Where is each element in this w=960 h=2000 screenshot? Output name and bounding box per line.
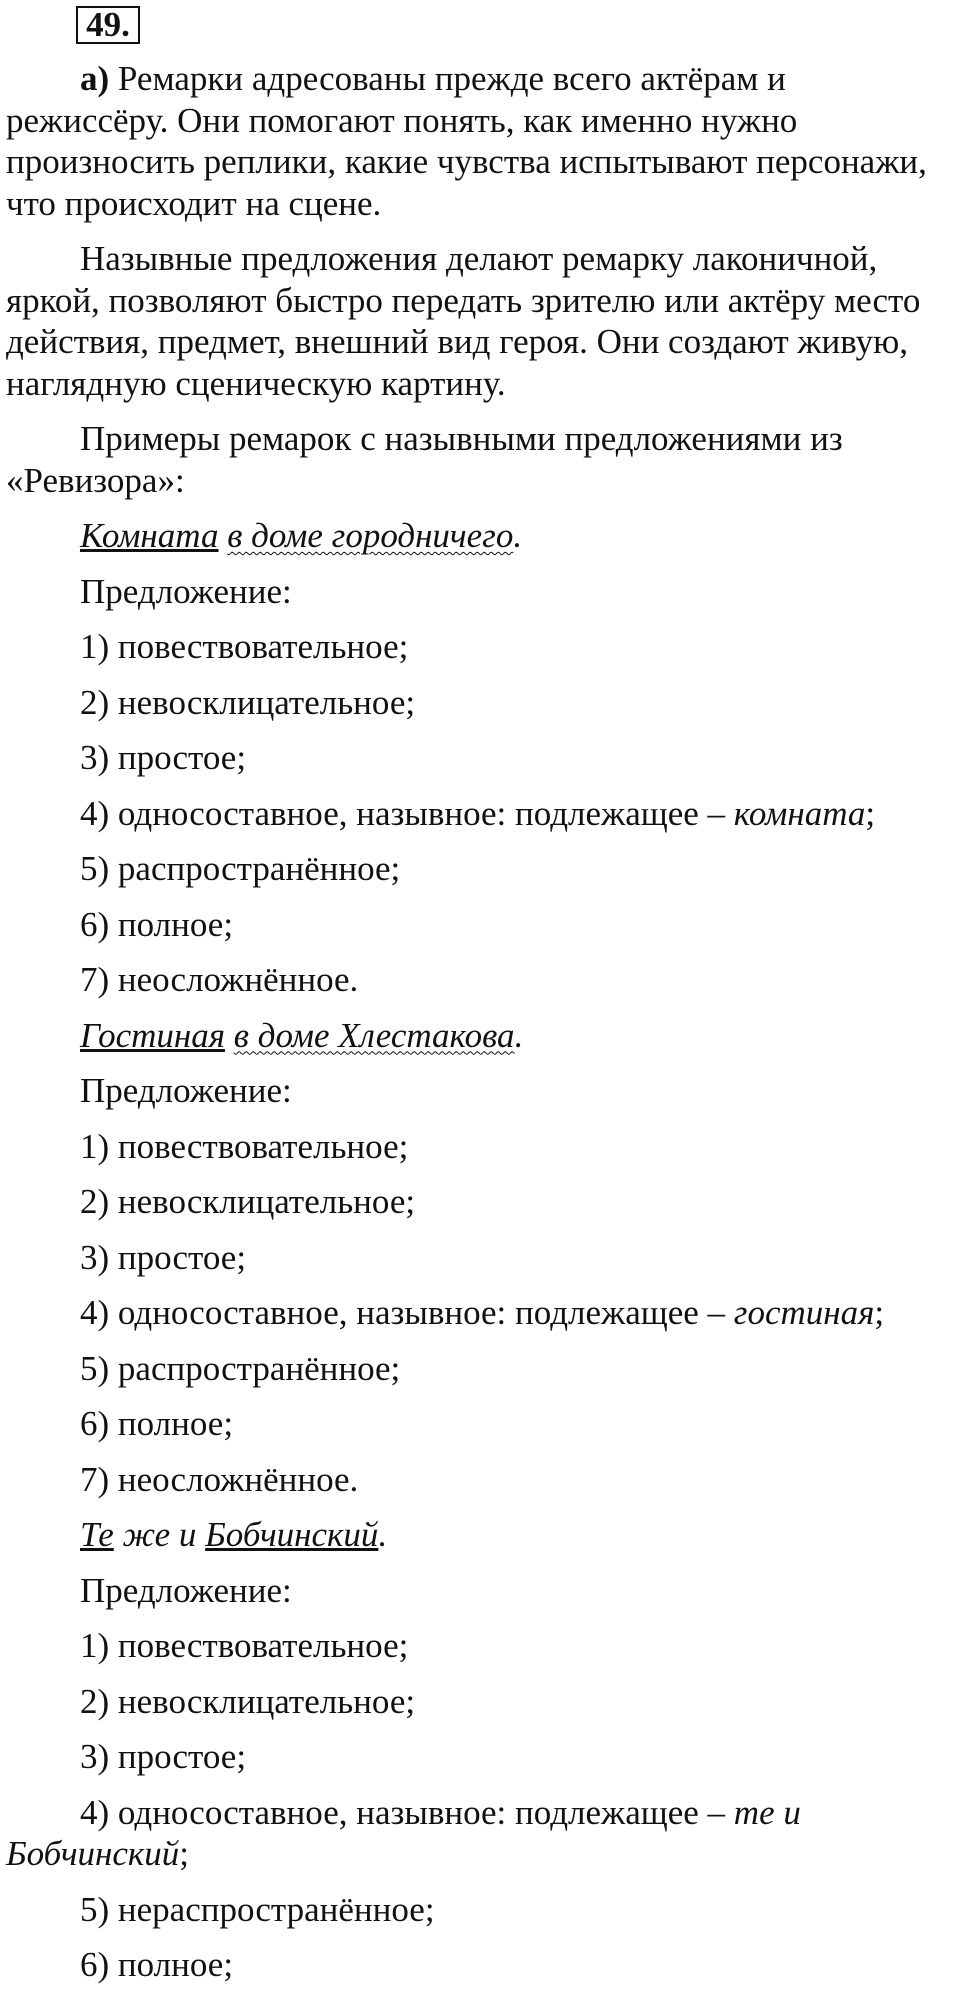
example-2-end: . bbox=[514, 1015, 524, 1055]
example-3-item-4 bbox=[6, 1792, 954, 1875]
example-3-item-2: 2) невосклицательное; bbox=[80, 1681, 416, 1721]
example-3-item-6: 6) полное; bbox=[80, 1945, 234, 1984]
example-1-item-7: 7) неосложнённое. bbox=[80, 960, 359, 999]
example-2-item-7: 7) неосложнённое. bbox=[80, 1459, 359, 1499]
example-3-middle: же и bbox=[113, 1515, 206, 1554]
example-1-item-6: 6) полное; bbox=[80, 904, 234, 944]
example-2-item-4-end: ; bbox=[874, 1293, 885, 1332]
example-3-item-5: 5) нераспространённое; bbox=[80, 1889, 435, 1929]
example-1-item-4-text: 4) односоставное, назывное: подлежащее – bbox=[80, 793, 734, 833]
example-3-item-3: 3) простое; bbox=[80, 1737, 247, 1776]
example-3-item-1: 1) повествовательное; bbox=[80, 1626, 409, 1665]
example-2-heading: Предложение: bbox=[80, 1071, 292, 1110]
example-1-end: . bbox=[513, 516, 523, 555]
paragraph-a-text: Ремарки адресованы прежде всего актёрам и режиссёру. Они помогают понять, как именно нужно произносить реплики, какие чувства испытывают персонажи, что происходит на сцене. bbox=[6, 59, 927, 223]
example-2-item-4-subject: гостиная bbox=[733, 1293, 875, 1332]
example-2-item-3: 3) простое; bbox=[80, 1237, 247, 1277]
example-1-item-1: 1) повествовательное; bbox=[80, 627, 409, 666]
example-2-item-4 bbox=[6, 1292, 954, 1334]
part-a-marker: а) bbox=[80, 59, 110, 98]
example-3-sentence bbox=[6, 1514, 954, 1556]
example-1-item-3: 3) простое; bbox=[80, 738, 247, 777]
example-3-item-4-subject: те и Бобчинский bbox=[6, 1792, 801, 1873]
example-1-rest: в доме городничего bbox=[227, 516, 514, 555]
example-2-subject: Гостиная bbox=[80, 1015, 226, 1055]
exercise-number-box: 49. bbox=[76, 6, 140, 44]
example-3-item-4-end: ; bbox=[179, 1834, 190, 1873]
example-2-item-5: 5) распространённое; bbox=[80, 1348, 401, 1388]
example-2-sentence bbox=[6, 1015, 954, 1057]
example-1-item-4-subject: комната bbox=[733, 793, 866, 833]
example-1-item-2: 2) невосклицательное; bbox=[80, 682, 416, 722]
paragraph-a bbox=[6, 58, 954, 224]
paragraph-examples-intro: Примеры ремарок с назывными предложениями из «Ревизора»: bbox=[6, 419, 843, 500]
example-3-end: . bbox=[378, 1515, 388, 1554]
example-1-item-4-end: ; bbox=[865, 793, 876, 833]
example-2-item-6: 6) полное; bbox=[80, 1404, 234, 1443]
example-3-heading: Предложение: bbox=[80, 1570, 292, 1610]
example-2-item-2: 2) невосклицательное; bbox=[80, 1182, 416, 1221]
example-1-subject: Комната bbox=[80, 516, 219, 555]
document-body bbox=[6, 58, 954, 2000]
example-2-item-1: 1) повествовательное; bbox=[80, 1126, 409, 1166]
example-3-item-4-text: 4) односоставное, назывное: подлежащее – bbox=[80, 1792, 734, 1832]
example-2-item-4-text: 4) односоставное, назывное: подлежащее – bbox=[80, 1293, 734, 1332]
paragraph-nominative: Назывные предложения делают ремарку лаконичной, яркой, позволяют быстро передать зрителю или актёру место действия, предмет, внешний вид героя. Они создают живую, наглядную сценическую картину. bbox=[6, 239, 921, 403]
example-1-sentence bbox=[6, 515, 954, 557]
example-1-item-4 bbox=[6, 793, 954, 835]
example-1-item-5: 5) распространённое; bbox=[80, 849, 401, 888]
example-3-subject-2: Бобчинский bbox=[205, 1515, 379, 1554]
example-2-rest: в доме Хлестакова bbox=[233, 1015, 515, 1055]
example-3-subject-1: Те bbox=[80, 1515, 114, 1554]
example-1-heading: Предложение: bbox=[80, 571, 292, 611]
